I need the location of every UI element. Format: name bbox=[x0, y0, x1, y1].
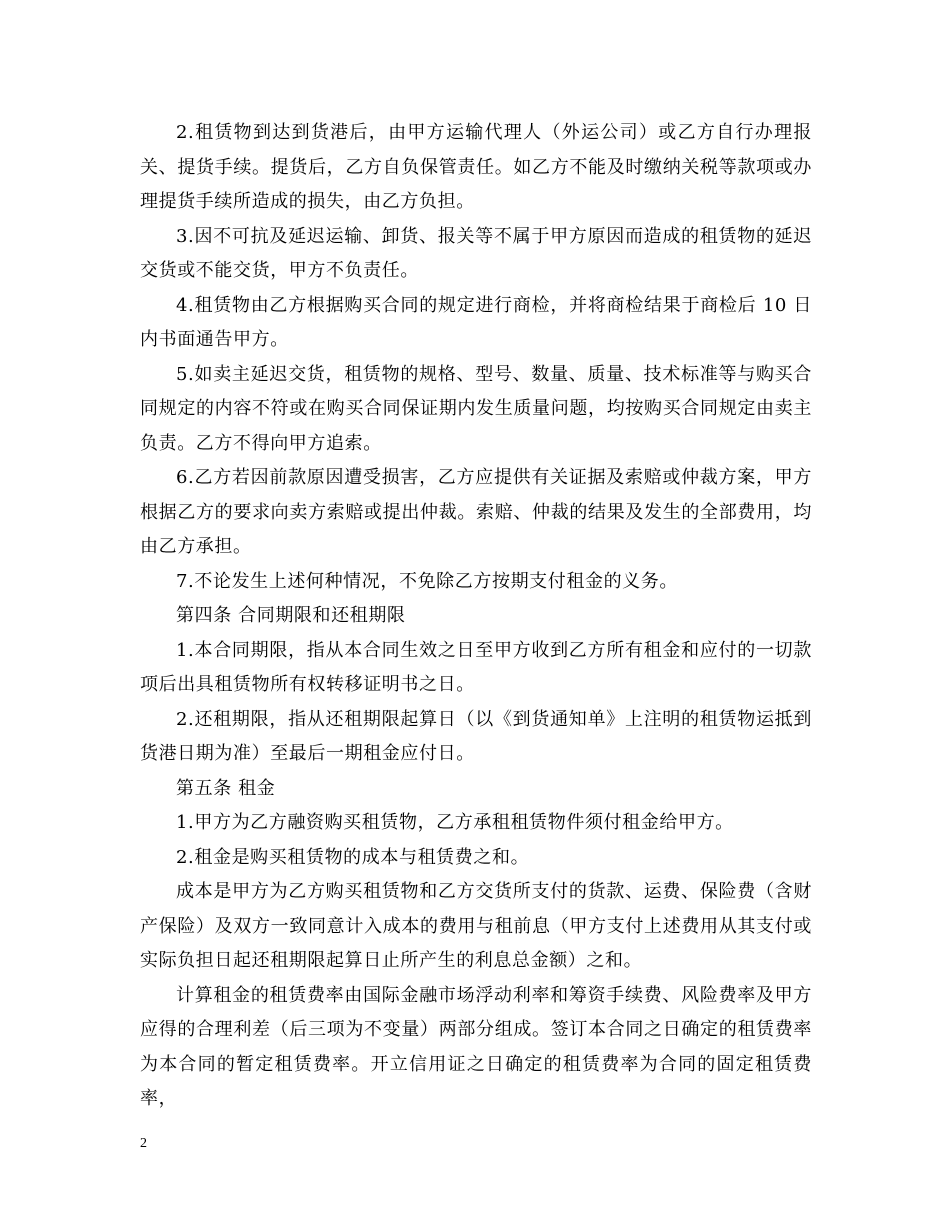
lease-rate-paragraph: 计算租金的租赁费率由国际金融市场浮动利率和筹资手续费、风险费率及甲方应得的合理利差（后三项为不变量）两部分组成。签订本合同之日确定的租赁费率为本合同的暂定租赁费率。开立信用证之日确定的租赁费率为合同的固定租赁费率， bbox=[140, 984, 812, 1109]
clause-3-item-6: 6.乙方若因前款原因遭受损害，乙方应提供有关证据及索赔或仲裁方案，甲方根据乙方的要求向卖方索赔或提出仲裁。索赔、仲裁的结果及发生的全部费用，均由乙方承担。 bbox=[140, 467, 812, 557]
clause-3-item-7: 7.不论发生上述何种情况，不免除乙方按期支付租金的义务。 bbox=[176, 570, 678, 592]
clause-3-item-2: 2.租赁物到达到货港后，由甲方运输代理人（外运公司）或乙方自行办理报关、提货手续。提货后，乙方自负保管责任。如乙方不能及时缴纳关税等款项或办理提货手续所造成的损失，由乙方负担。 bbox=[140, 122, 812, 212]
page-number: 2 bbox=[140, 1136, 147, 1151]
clause-3-item-4: 4.租赁物由乙方根据购买合同的规定进行商检，并将商检结果于商检后 10 日内书面通告甲方。 bbox=[140, 294, 812, 350]
cost-definition-paragraph: 成本是甲方为乙方购买租赁物和乙方交货所支付的货款、运费、保险费（含财产保险）及双方一致同意计入成本的费用与租前息（甲方支付上述费用从其支付或实际负担日起还租期限起算日止所产生的利息总金额）之和。 bbox=[140, 881, 812, 971]
clause-3-item-3: 3.因不可抗及延迟运输、卸货、报关等不属于甲方原因而造成的租赁物的延迟交货或不能交货，甲方不负责任。 bbox=[140, 225, 812, 281]
clause-3-item-5: 5.如卖主延迟交货，租赁物的规格、型号、数量、质量、技术标准等与购买合同规定的内容不符或在购买合同保证期内发生质量问题，均按购买合同规定由卖主负责。乙方不得向甲方追索。 bbox=[140, 363, 812, 454]
article-5-heading: 第五条 租金 bbox=[176, 777, 276, 799]
clause-4-item-2: 2.还租期限，指从还租期限起算日（以《到货通知单》上注明的租赁物运抵到货港日期为准）至最后一期租金应付日。 bbox=[140, 708, 812, 764]
clause-5-item-1: 1.甲方为乙方融资购买租赁物，乙方承租租赁物件须付租金给甲方。 bbox=[176, 812, 734, 833]
document-body bbox=[140, 116, 812, 1117]
article-4-heading: 第四条 合同期限和还租期限 bbox=[176, 605, 406, 626]
clause-4-item-1: 1.本合同期限，指从本合同生效之日至甲方收到乙方所有租金和应付的一切款项后出具租赁物所有权转移证明书之日。 bbox=[140, 639, 812, 695]
clause-5-item-2: 2.租金是购买租赁物的成本与租赁费之和。 bbox=[176, 846, 530, 868]
